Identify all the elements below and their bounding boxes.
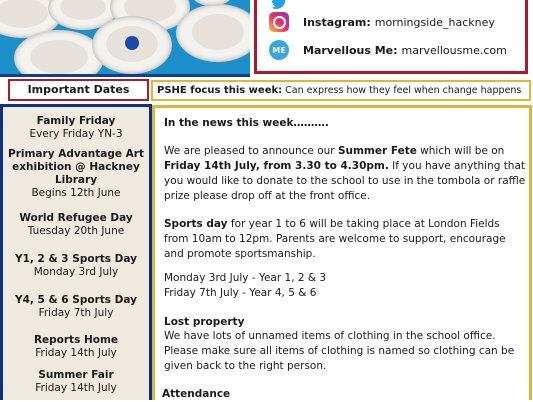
- event-date: Begins 12th June: [31, 187, 121, 199]
- event-item: [3, 253, 149, 279]
- social-contact-box: [254, 0, 528, 74]
- fete-text: We are pleased to announce our: [164, 145, 338, 157]
- summer-fete-paragraph: [164, 144, 526, 204]
- news-panel: [152, 105, 532, 400]
- event-title: Y1, 2 & 3 Sports Day: [14, 253, 137, 265]
- event-item: [3, 115, 149, 141]
- instagram-row: [269, 12, 495, 32]
- important-dates-panel: [0, 104, 152, 400]
- event-date: Friday 14th July: [35, 347, 117, 359]
- marvellous-me-label: Marvellous Me:: [303, 43, 398, 57]
- sports-schedule-line: Monday 3rd July - Year 1, 2 & 3: [164, 272, 327, 284]
- event-date: Every Friday YN-3: [29, 128, 123, 140]
- bowl-shape: [176, 4, 250, 62]
- fete-date-time: Friday 14th July, from 3.30 to 4.30pm.: [164, 160, 389, 172]
- ceramic-bowls-photo: [0, 0, 250, 77]
- lost-property-text: We have lots of unnamed items of clothing in the school office. Please make sure all items of clothing is named so clothing can be given back to the right person.: [164, 330, 515, 372]
- pshe-label: PSHE focus this week:: [157, 85, 283, 96]
- sports-day-label: Sports day: [164, 218, 228, 230]
- event-date: Tuesday 20th June: [27, 225, 125, 237]
- lost-property-heading: Lost property: [164, 316, 245, 328]
- marvellous-me-icon[interactable]: ME: [269, 40, 289, 60]
- marvellous-me-row: [269, 40, 507, 60]
- news-heading: In the news this week……….: [164, 117, 329, 129]
- instagram-label: Instagram:: [303, 15, 371, 29]
- sports-day-paragraph: [164, 217, 526, 262]
- sports-day-text: for year 1 to 6 will be taking place at London Fields from 10am to 12pm. Parents are welcome to support, encourage and promote sportsmanship.: [164, 218, 506, 260]
- event-item: [3, 148, 149, 200]
- attendance-heading: Attendance: [162, 388, 231, 400]
- event-item: [3, 212, 149, 238]
- bowl-shape: [92, 16, 172, 74]
- pshe-text: Can express how they feel when change happens: [285, 85, 522, 96]
- sports-schedule-line: Friday 7th July - Year 4, 5 & 6: [164, 287, 317, 299]
- event-title: Summer Fair: [38, 369, 114, 381]
- event-title: Primary Advantage Art exhibition @ Hackney Library: [8, 148, 144, 186]
- event-date: Monday 3rd July: [33, 266, 119, 278]
- event-title: Family Friday: [36, 115, 116, 127]
- event-date: Friday 14th July: [35, 382, 117, 394]
- twitter-row: [269, 0, 303, 12]
- event-title: World Refugee Day: [19, 212, 133, 224]
- event-item: [3, 294, 149, 320]
- twitter-icon: [269, 0, 289, 12]
- event-item: [3, 369, 149, 395]
- pshe-focus-bar: [151, 80, 531, 101]
- fete-event-name: Summer Fete: [337, 145, 417, 157]
- bowl-shape: [14, 30, 104, 77]
- event-title: Reports Home: [33, 334, 119, 346]
- marvellous-me-url[interactable]: marvellousme.com: [401, 43, 507, 57]
- event-date: Friday 7th July: [38, 307, 114, 319]
- fete-text: If you have anything that you would like to donate to the school to use in the tombola or raffle prize please drop off at the front office.: [164, 160, 526, 202]
- important-dates-heading: Important Dates: [8, 79, 149, 101]
- event-title: Y4, 5 & 6 Sports Day: [14, 294, 137, 306]
- instagram-icon[interactable]: [269, 12, 289, 32]
- fete-text: which will be on: [416, 145, 505, 157]
- instagram-handle[interactable]: morningside_hackney: [374, 15, 495, 29]
- event-item: [3, 334, 149, 360]
